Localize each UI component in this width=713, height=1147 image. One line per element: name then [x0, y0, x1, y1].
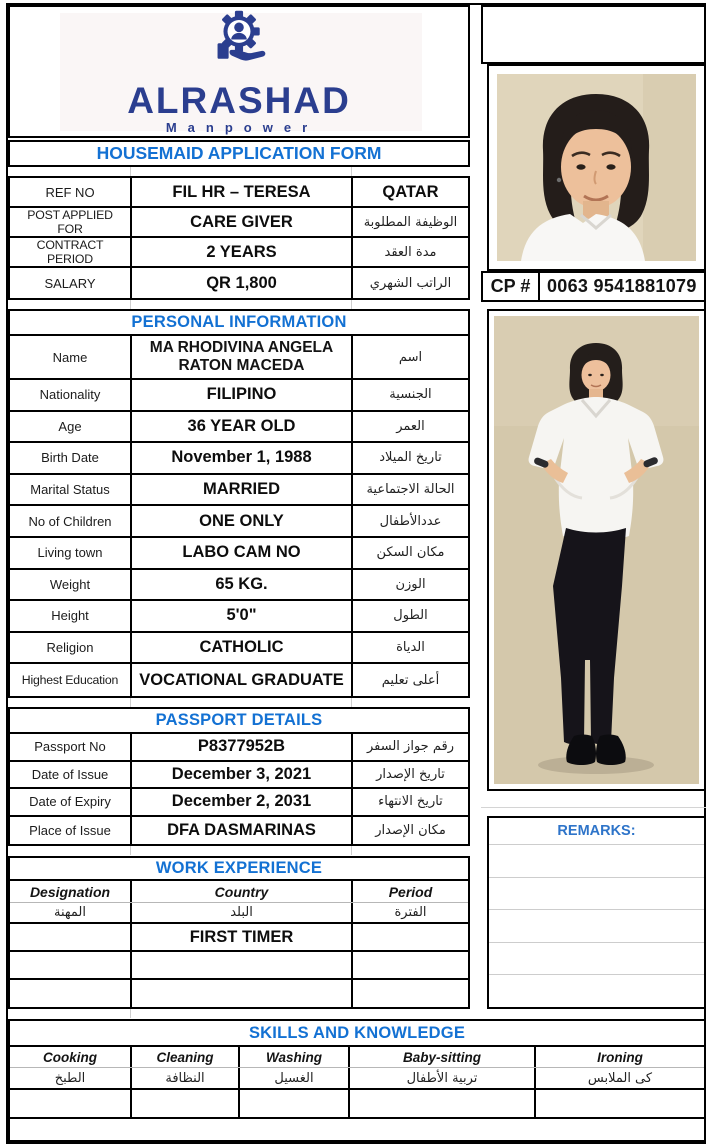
marital-status-value: MARRIED — [132, 475, 353, 505]
period-header: Period — [388, 883, 433, 900]
passport-details-section — [8, 707, 470, 846]
work-exp-designation-3 — [10, 980, 132, 1007]
row-religion — [10, 633, 468, 665]
ref-no-value: FIL HR – TERESA — [132, 178, 353, 206]
weight-value: 65 KG. — [132, 570, 353, 600]
children-label: No of Children — [10, 506, 132, 536]
religion-value: CATHOLIC — [132, 633, 353, 663]
work-exp-row-3 — [10, 980, 468, 1007]
header-table — [8, 176, 470, 300]
cleaning-header: Cleaning — [132, 1047, 240, 1067]
education-value: VOCATIONAL GRADUATE — [132, 664, 353, 696]
row-passport-no — [10, 734, 468, 762]
work-exp-country-2 — [132, 952, 353, 978]
cooking-arabic: الطبخ — [10, 1068, 132, 1088]
birth-date-label: Birth Date — [10, 443, 132, 473]
work-experience-section — [8, 856, 470, 1009]
ironing-arabic: كى الملابس — [587, 1070, 653, 1086]
post-applied-arabic: الوظيفة المطلوبة — [363, 214, 458, 230]
work-exp-header-row — [10, 881, 468, 903]
gridline-horizontal — [481, 807, 706, 808]
living-town-arabic: مكان السكن — [376, 545, 445, 561]
contract-period-label: CONTRACT PERIOD — [10, 238, 132, 266]
applicant-portrait-photo — [487, 64, 706, 271]
cp-label: CP # — [483, 273, 540, 300]
work-exp-period-3 — [353, 980, 468, 1007]
personal-info-title: PERSONAL INFORMATION — [10, 311, 468, 336]
height-label: Height — [10, 601, 132, 631]
work-exp-row-2 — [10, 952, 468, 980]
place-of-issue-value: DFA DASMARINAS — [132, 817, 353, 844]
skills-empty-row — [10, 1090, 704, 1119]
nationality-arabic: الجنسية — [389, 387, 432, 403]
skills-footer-row — [10, 1119, 704, 1140]
salary-label: SALARY — [10, 268, 132, 298]
education-arabic: أعلى تعليم — [381, 672, 440, 688]
religion-label: Religion — [10, 633, 132, 663]
name-arabic: اسم — [398, 349, 423, 365]
designation-header: Designation — [10, 881, 132, 902]
post-applied-label: POST APPLIED FOR — [10, 208, 132, 236]
row-post-applied — [10, 208, 468, 238]
gridline-tick — [351, 698, 352, 707]
gridline-tick — [351, 167, 352, 176]
height-arabic: الطول — [393, 608, 428, 624]
cp-number: 0063 9541881079 — [547, 276, 697, 296]
birth-date-arabic: تاريخ الميلاد — [379, 450, 442, 466]
form-title: HOUSEMAID APPLICATION FORM — [96, 143, 382, 163]
gridline-tick — [351, 846, 352, 855]
washing-value — [240, 1090, 350, 1117]
baby-sitting-value — [350, 1090, 536, 1117]
remarks-title: REMARKS: — [557, 823, 636, 839]
row-height — [10, 601, 468, 633]
full-body-photo-illustration — [494, 316, 699, 784]
row-children — [10, 506, 468, 538]
age-label: Age — [10, 412, 132, 442]
place-of-issue-label: Place of Issue — [10, 817, 132, 844]
washing-header: Washing — [240, 1047, 350, 1067]
work-exp-row-1 — [10, 924, 468, 952]
baby-sitting-header: Baby-sitting — [350, 1047, 536, 1067]
work-exp-country-1: FIRST TIMER — [132, 924, 353, 950]
top-empty-panel — [481, 5, 706, 64]
date-of-issue-label: Date of Issue — [10, 762, 132, 788]
weight-label: Weight — [10, 570, 132, 600]
country-note: QATAR — [382, 182, 439, 201]
portrait-photo-illustration — [497, 74, 696, 261]
cooking-header: Cooking — [10, 1047, 132, 1067]
skills-section — [8, 1019, 706, 1142]
living-town-value: LABO CAM NO — [132, 538, 353, 568]
personal-information-section — [8, 309, 470, 698]
place-of-issue-arabic: مكان الإصدار — [375, 822, 446, 838]
remarks-line — [489, 942, 704, 975]
remarks-line — [489, 877, 704, 910]
baby-sitting-arabic: تربية الأطفال — [350, 1068, 536, 1088]
row-contract-period — [10, 238, 468, 268]
height-value: 5'0" — [132, 601, 353, 631]
row-age — [10, 412, 468, 444]
contract-period-value: 2 YEARS — [132, 238, 353, 266]
birth-date-value: November 1, 1988 — [132, 443, 353, 473]
brand-subtitle: Manpower — [165, 120, 319, 135]
ironing-header: Ironing — [597, 1049, 643, 1065]
living-town-label: Living town — [10, 538, 132, 568]
marital-status-label: Marital Status — [10, 475, 132, 505]
row-education — [10, 664, 468, 696]
marital-status-arabic: الحالة الاجتماعية — [366, 482, 455, 498]
work-exp-arabic-row — [10, 903, 468, 924]
skills-title: SKILLS AND KNOWLEDGE — [10, 1021, 704, 1047]
gridline-tick — [351, 300, 352, 309]
name-value: MA RHODIVINA ANGELA RATON MACEDA — [132, 336, 353, 378]
row-salary — [10, 268, 468, 298]
date-of-issue-arabic: تاريخ الإصدار — [376, 766, 445, 782]
row-place-of-issue — [10, 817, 468, 844]
skills-arabic-row — [10, 1068, 704, 1090]
row-name — [10, 336, 468, 380]
work-experience-title: WORK EXPERIENCE — [10, 858, 468, 881]
education-label: Highest Education — [10, 664, 132, 696]
salary-value: QR 1,800 — [132, 268, 353, 298]
remarks-line — [489, 909, 704, 942]
gridline-tick — [130, 1009, 131, 1018]
children-arabic: عددالأطفال — [379, 513, 442, 529]
work-exp-period-1 — [353, 924, 468, 950]
salary-arabic: الراتب الشهري — [369, 275, 452, 291]
gridline-tick — [130, 846, 131, 855]
cp-number-row — [481, 271, 706, 302]
passport-title: PASSPORT DETAILS — [10, 709, 468, 734]
nationality-value: FILIPINO — [132, 380, 353, 410]
date-of-expiry-label: Date of Expiry — [10, 789, 132, 815]
applicant-full-body-photo — [487, 309, 706, 791]
logo-gear-person-hand-icon — [202, 8, 276, 80]
cooking-value — [10, 1090, 132, 1117]
row-nationality — [10, 380, 468, 412]
row-weight — [10, 570, 468, 602]
children-value: ONE ONLY — [132, 506, 353, 536]
name-label: Name — [10, 336, 132, 378]
cleaning-arabic: النظافة — [132, 1068, 240, 1088]
ref-no-label: REF NO — [10, 178, 132, 206]
remarks-panel — [487, 816, 706, 1009]
skills-header-row — [10, 1047, 704, 1068]
post-applied-value: CARE GIVER — [132, 208, 353, 236]
row-ref-no — [10, 178, 468, 208]
company-logo-section — [8, 5, 470, 138]
work-exp-country-3 — [132, 980, 353, 1007]
designation-arabic: المهنة — [10, 903, 132, 922]
age-arabic: العمر — [396, 418, 425, 434]
date-of-expiry-value: December 2, 2031 — [132, 789, 353, 815]
form-title-box — [8, 140, 470, 167]
work-exp-period-2 — [353, 952, 468, 978]
remarks-line — [489, 844, 704, 877]
remarks-line — [489, 974, 704, 1007]
row-birth-date — [10, 443, 468, 475]
row-date-of-expiry — [10, 789, 468, 817]
gridline-tick — [130, 300, 131, 309]
passport-no-label: Passport No — [10, 734, 132, 760]
passport-no-value: P8377952B — [132, 734, 353, 760]
cleaning-value — [132, 1090, 240, 1117]
period-arabic: الفترة — [394, 905, 427, 920]
contract-period-arabic: مدة العقد — [384, 244, 437, 260]
country-header: Country — [132, 881, 353, 902]
nationality-label: Nationality — [10, 380, 132, 410]
washing-arabic: الغسيل — [240, 1068, 350, 1088]
gridline-tick — [130, 698, 131, 707]
work-exp-designation-2 — [10, 952, 132, 978]
date-of-expiry-arabic: تاريخ الانتهاء — [378, 794, 443, 810]
date-of-issue-value: December 3, 2021 — [132, 762, 353, 788]
brand-name: ALRASHAD — [127, 80, 351, 121]
row-living-town — [10, 538, 468, 570]
weight-arabic: الوزن — [395, 576, 426, 592]
row-marital-status — [10, 475, 468, 507]
row-date-of-issue — [10, 762, 468, 790]
ironing-value — [536, 1090, 704, 1117]
passport-no-arabic: رقم جواز السفر — [367, 739, 454, 755]
age-value: 36 YEAR OLD — [132, 412, 353, 442]
gridline-tick — [130, 167, 131, 176]
country-arabic: البلد — [132, 903, 353, 922]
work-exp-designation-1 — [10, 924, 132, 950]
religion-arabic: الدياة — [396, 640, 425, 656]
